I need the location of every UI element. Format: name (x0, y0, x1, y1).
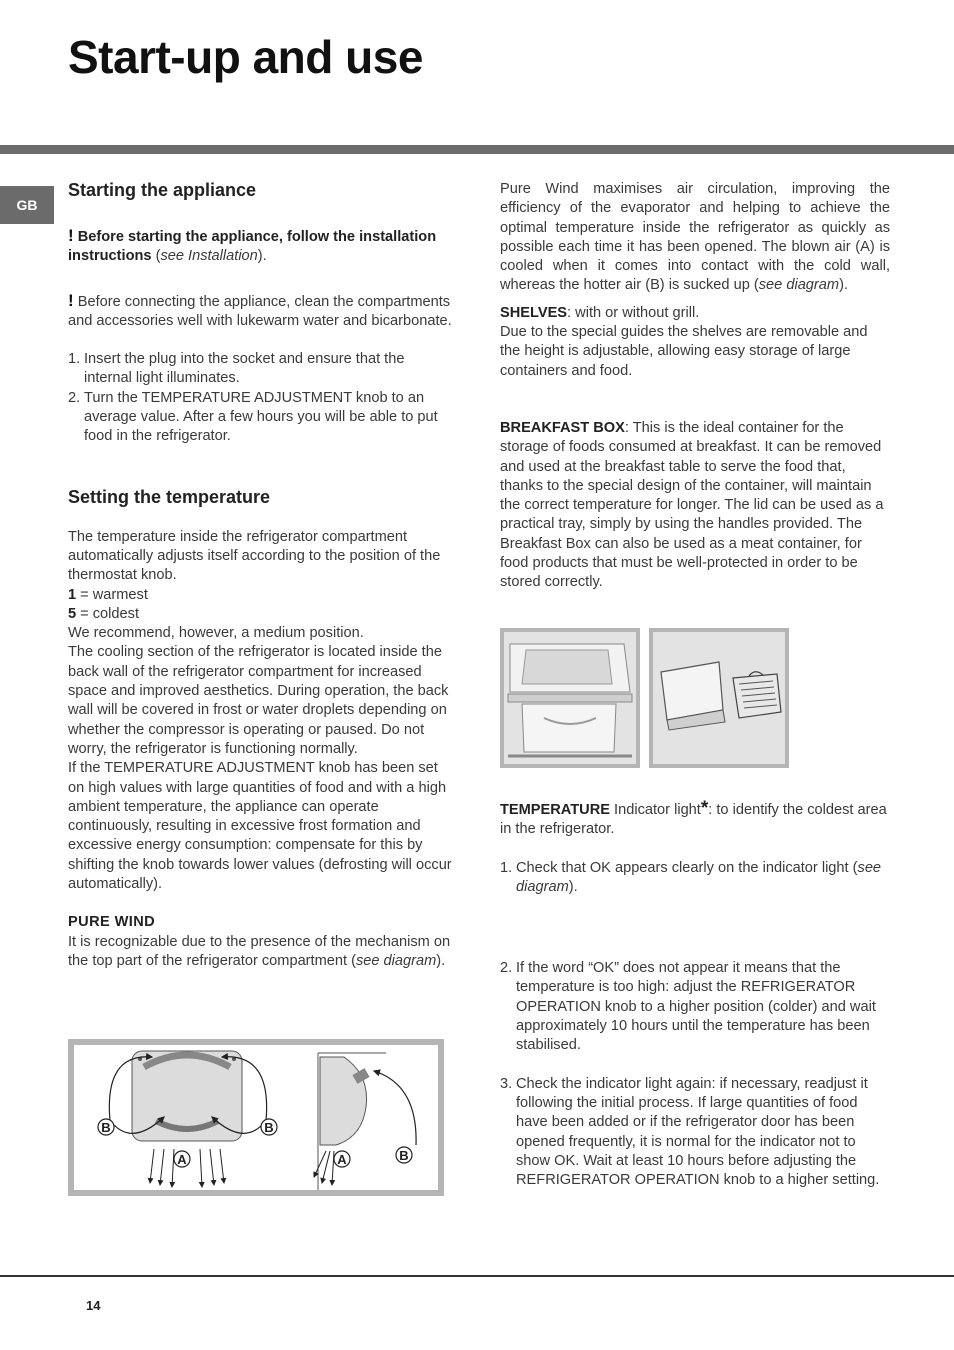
language-tab: GB (0, 186, 54, 224)
page-title: Start-up and use (68, 31, 423, 83)
temperature-intro: The temperature inside the refrigerator compartment automatically adjusts itself according to the position of the thermostat knob. (68, 528, 441, 584)
recommendation: We recommend, however, a medium position. (68, 625, 364, 642)
label-b-left: B (101, 1120, 111, 1135)
warmest-setting: 1 = warmest (68, 586, 148, 603)
breakfast-box-drawer-image (500, 628, 640, 768)
purewind-diagram (68, 1039, 444, 1196)
knob-note: If the TEMPERATURE ADJUSTMENT knob has been set on high values with large quantities of food and with a high ambient temperature, the appliance can operate continuously, resulting in excessive frost formation and excessive energy consumption: compensate for this by shifting the knob towards lower values (defrosting will occur automatically). (68, 760, 452, 893)
coldest-setting: 5 = coldest (68, 605, 139, 622)
list-item: 2. Turn the TEMPERATURE ADJUSTMENT knob to an average value. After a few hours you will be able to put food in the refrigerator. (68, 389, 438, 445)
purewind-description: Pure Wind maximises air circulation, improving the efficiency of the evaporator and helping to achieve the optimal temperature inside the refrigerator as quickly as possible each time it has been opened. The blown air (A) is cooled when it comes into contact with the cold wall, whereas the hotter air (B) is sucked up (see diagram). (500, 181, 890, 294)
list-item: 1. Insert the plug into the socket and ensure that the internal light illuminates. (68, 351, 405, 387)
temperature-indicator-section (500, 799, 890, 1190)
exclamation-icon: ! (68, 226, 74, 245)
shelves-text: SHELVES: with or without grill. (500, 304, 700, 321)
purewind-heading: PURE WIND (68, 914, 156, 931)
asterisk: * (700, 798, 709, 819)
list-item: 1. Check that OK appears clearly on the indicator light (see diagram). (500, 859, 882, 895)
purewind-text: It is recognizable due to the presence of the mechanism on the top part of the refrigerator compartment (see diagram). (68, 933, 451, 969)
starting-heading: Starting the appliance (68, 180, 257, 200)
label-b-right: B (264, 1120, 274, 1135)
page-number: 14 (86, 1298, 101, 1313)
label-a-front: A (177, 1152, 187, 1167)
list-item: 3. Check the indicator light again: if necessary, readjust it following the initial process. If large quantities of food have been added or if the refrigerator door has been opened frequently, it is normal for the indicator not to show OK. Wait at least 10 hours before adjusting the REFRIGERATOR OPERATION knob to a higher setting. (500, 1075, 880, 1189)
startup-steps (68, 350, 456, 446)
label-b-side: B (399, 1148, 409, 1163)
temperature-heading: Setting the temperature (68, 486, 271, 507)
warning-cleaning: ! Before connecting the appliance, clean the compartments and accessories well with lukewarm water and bicarbonate. (68, 290, 452, 329)
header-divider (0, 145, 954, 154)
label-a-side: A (337, 1152, 347, 1167)
shelves-description: Due to the special guides the shelves are removable and the height is adjustable, allowing easy storage of large containers and food. (500, 324, 868, 379)
warning-installation: ! Before starting the appliance, follow the installation instructions (see Installation). (68, 226, 437, 265)
airflow-diagram-graphic (74, 1045, 438, 1190)
left-column (68, 178, 456, 971)
breakfast-box-tray-image (649, 628, 789, 768)
right-column (500, 180, 890, 593)
temperature-indicator-text: TEMPERATURE Indicator light*: to identify the coldest area in the refrigerator. (500, 798, 887, 838)
exclamation-icon: ! (68, 290, 74, 310)
cooling-section-text: The cooling section of the refrigerator is located inside the back wall of the refrigerator compartment for increased space and improved aesthetics. During operation, the back wall will be covered in frost or water droplets depending on whether the compressor is operating or paused. Do not worry, the refrigerator is functioning normally. (68, 644, 449, 757)
indicator-steps (500, 859, 890, 1191)
footer-divider (0, 1275, 954, 1277)
breakfast-box-text: BREAKFAST BOX: This is the ideal container for the storage of foods consumed at breakfast. It can be removed and used at the breakfast table to serve the food that, thanks to the special design of the container, will maintain the correct temperature for longer. The lid can be used as a practical tray, simply by using the handles provided. The Breakfast Box can also be used as a meat container, for food products that must be well-protected in order to be stored correctly. (500, 419, 884, 591)
list-item: 2. If the word “OK” does not appear it means that the temperature is too high: adjust the REFRIGERATOR OPERATION knob to a higher position (colder) and wait approximately 10 hours until the temperature has been stabilised. (500, 960, 876, 1054)
